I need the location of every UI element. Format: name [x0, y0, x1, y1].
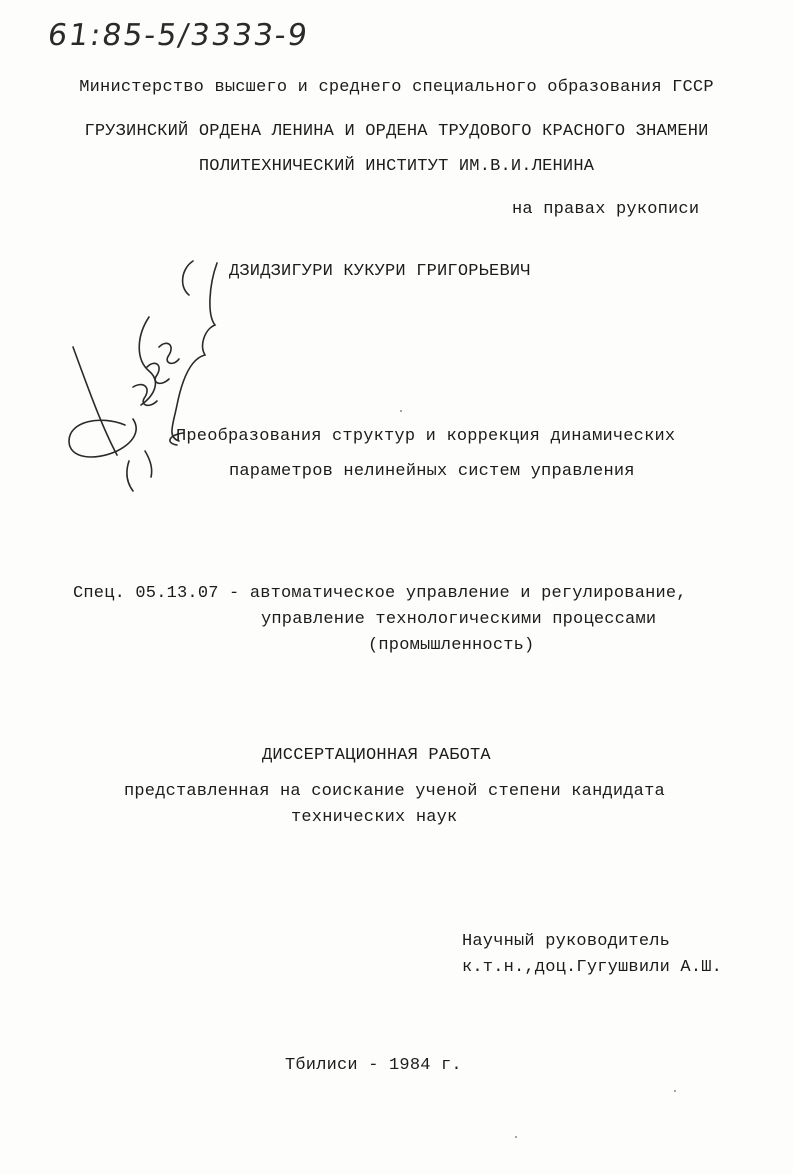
paper-speck [515, 1136, 517, 1138]
author-name: ДЗИДЗИГУРИ КУКУРИ ГРИГОРЬЕВИЧ [229, 262, 531, 281]
manuscript-rights-note: на правах рукописи [512, 200, 700, 219]
institute-name-line-2: ПОЛИТЕХНИЧЕСКИЙ ИНСТИТУТ ИМ.В.И.ЛЕНИНА [198, 157, 595, 176]
dissertation-title-line-1: Преобразования структур и коррекция динамических [176, 427, 676, 446]
institute-name-line-1: ГРУЗИНСКИЙ ОРДЕНА ЛЕНИНА И ОРДЕНА ТРУДОВОГО КРАСНОГО ЗНАМЕНИ [84, 122, 709, 141]
degree-line-2: технических наук [291, 808, 458, 827]
archive-number-handwritten: 61:85-5/3333-9 [45, 18, 312, 53]
handwritten-signature [55, 255, 235, 495]
ministry-header: Министерство высшего и среднего специального образования ГССР [79, 78, 714, 97]
dissertation-title-line-2: параметров нелинейных систем управления [229, 462, 635, 481]
specialty-line-3: (промышленность) [368, 636, 535, 655]
advisor-label: Научный руководитель [462, 932, 671, 951]
degree-line-1: представленная на соискание ученой степени кандидата [124, 782, 665, 801]
specialty-line-1: Спец. 05.13.07 - автоматическое управление и регулирование, [73, 584, 687, 603]
work-type-heading: ДИССЕРТАЦИОННАЯ РАБОТА [262, 746, 491, 765]
advisor-name: к.т.н.,доц.Гугушвили А.Ш. [462, 958, 723, 977]
city-and-year: Тбилиси - 1984 г. [285, 1056, 462, 1075]
specialty-line-2: управление технологическими процессами [261, 610, 657, 629]
paper-speck [400, 410, 402, 412]
paper-speck [674, 1090, 676, 1092]
